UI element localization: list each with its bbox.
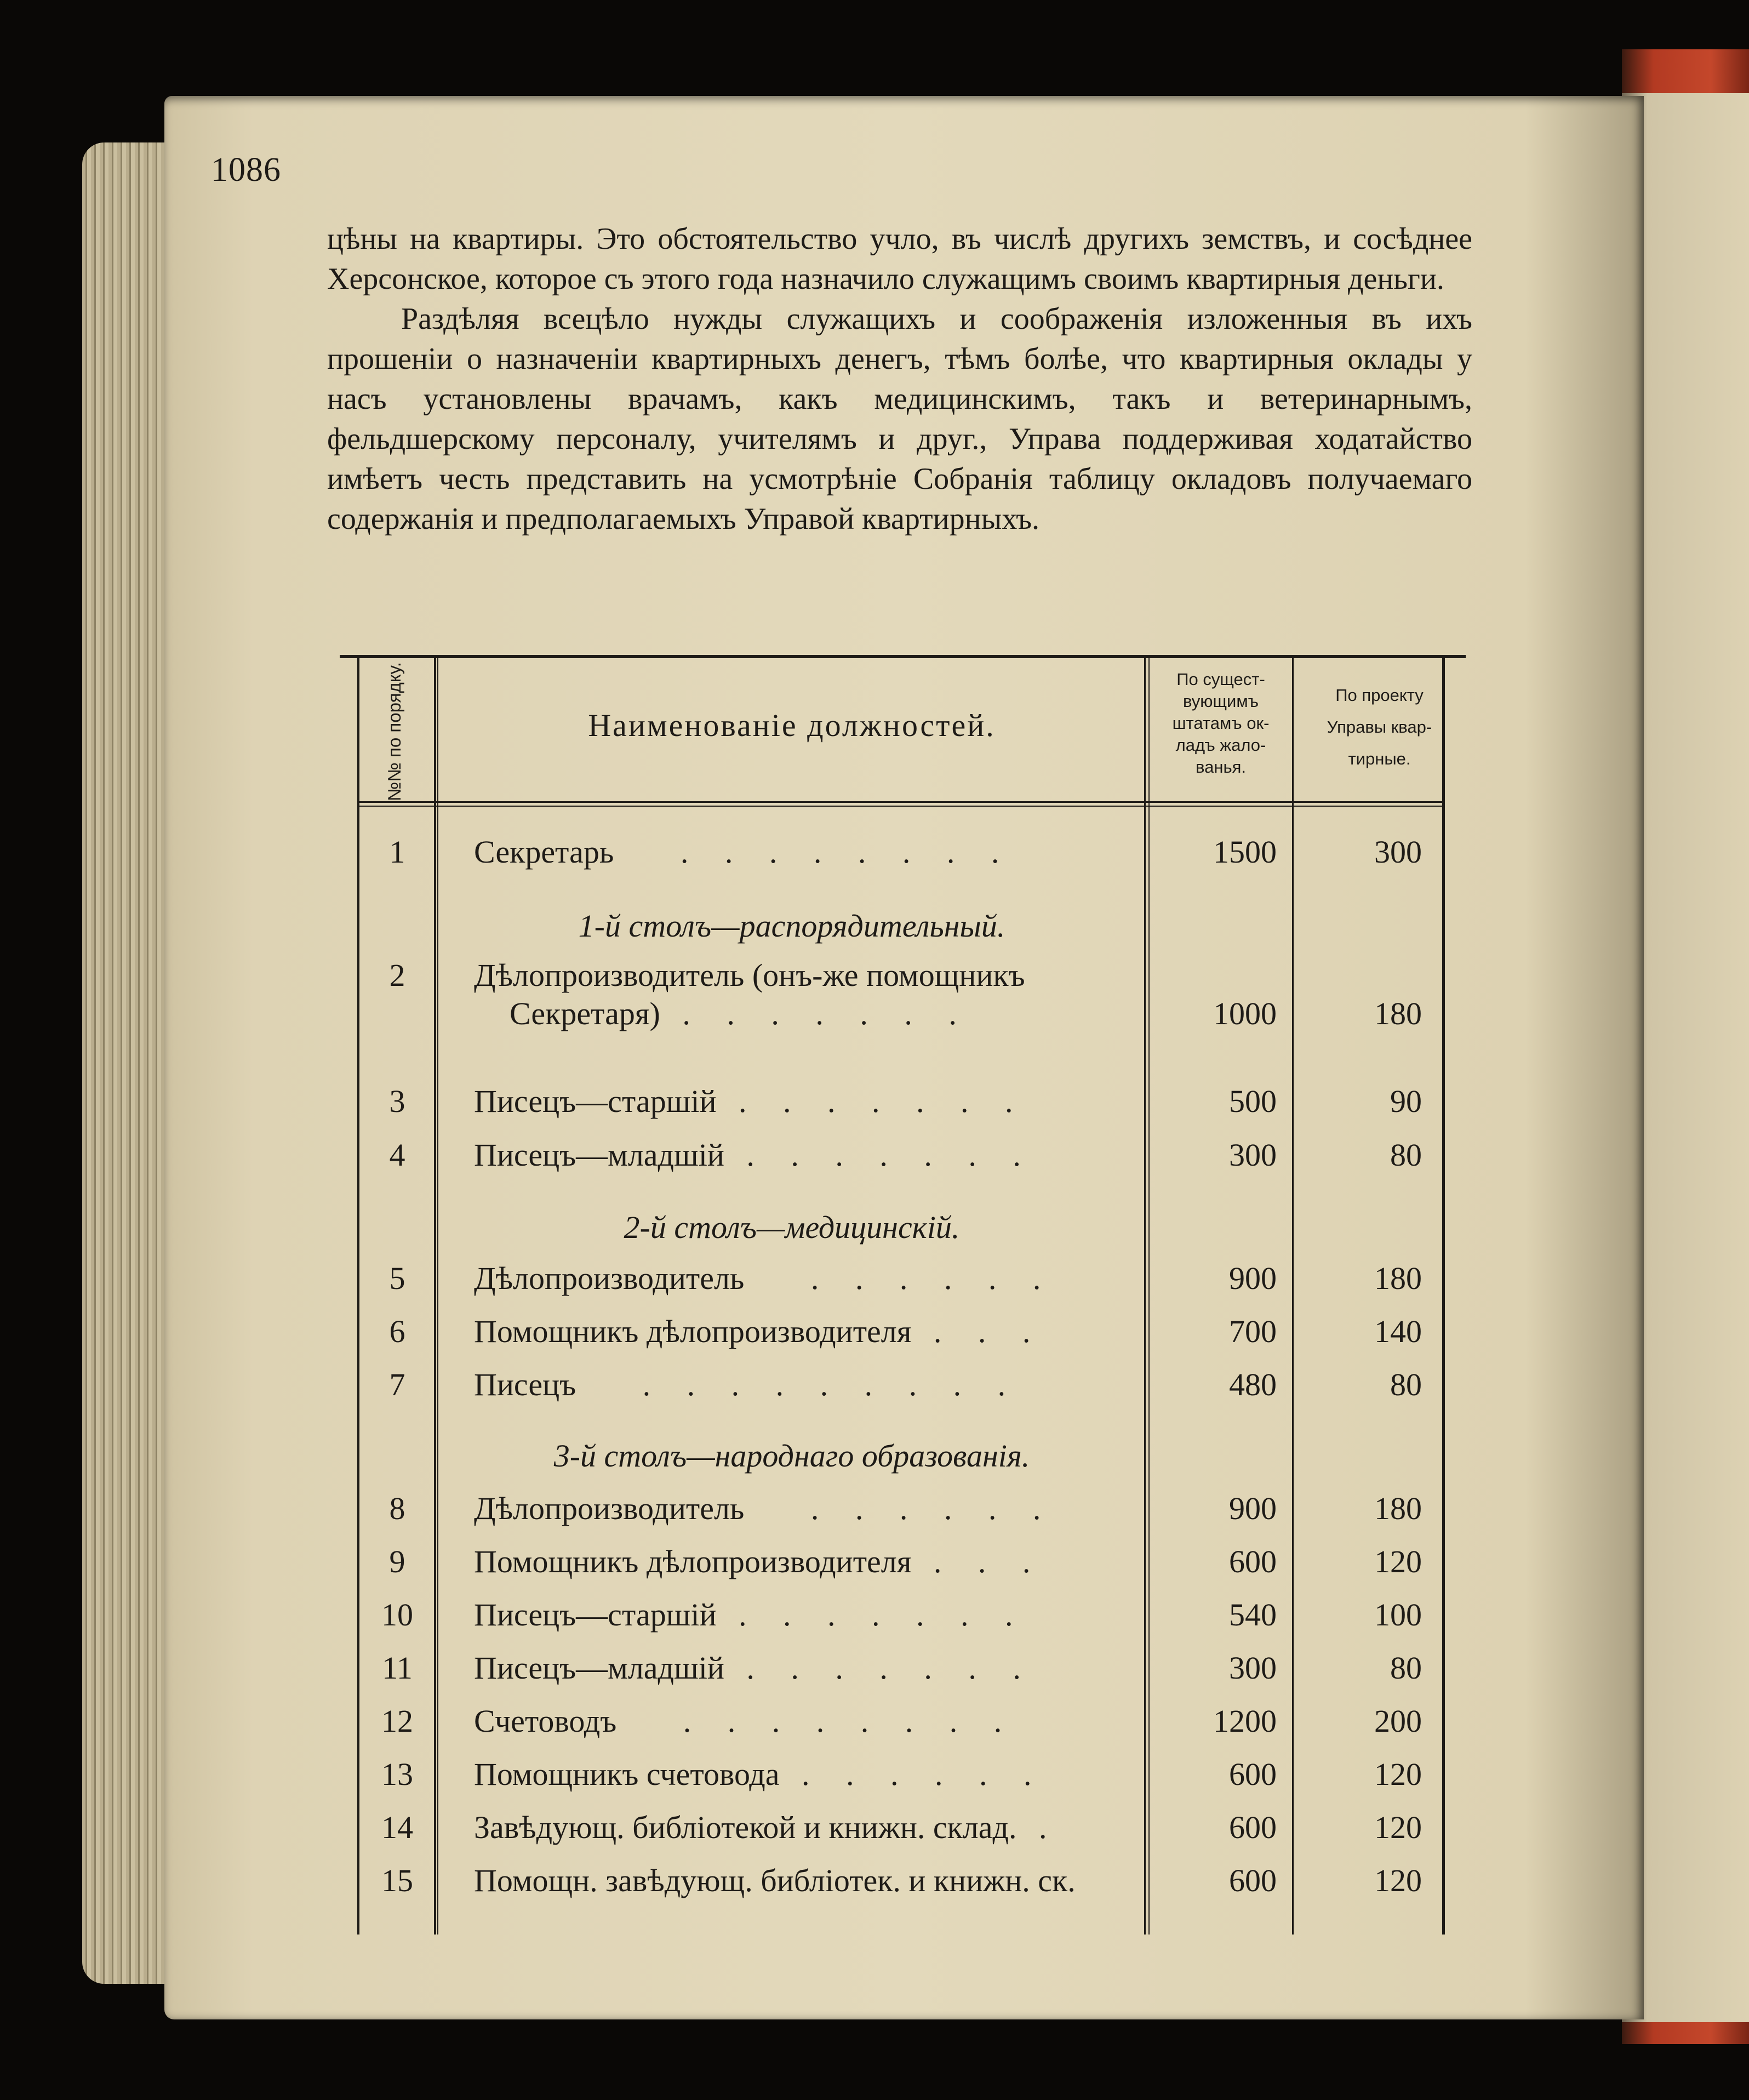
row-salary: 300 [1229,1137,1277,1173]
header-existing-salary: По сущест- вующимъ штатамъ ок- ладъ жало- ванья. [1172,670,1270,777]
row-flat: 80 [1390,1137,1422,1173]
row-salary: 500 [1229,1083,1277,1119]
row-name: Писецъ—старшій . . . . . . . [474,1083,1027,1119]
row-salary: 900 [1229,1260,1277,1296]
row-name: Помощникъ дѣлопроизводителя . . . [474,1544,1045,1579]
row-salary: 1500 [1213,834,1277,870]
row-flat: 180 [1374,1491,1422,1526]
row-name: Помощн. завѣдующ. библіотек. и книжн. ск. [474,1863,1076,1898]
row-num: 12 [381,1703,413,1739]
section-title: 2-й столъ—медицинскій. [624,1209,960,1245]
row-name: Помощникъ счетовода . . . . . . [474,1756,1046,1792]
row-name: Помощникъ дѣлопроизводителя . . . [474,1314,1045,1349]
row-flat: 90 [1390,1083,1422,1119]
header-num: №№ по порядку. [384,662,404,801]
row-salary: 540 [1229,1597,1277,1633]
row-num: 7 [389,1367,405,1402]
row-num: 4 [389,1137,405,1173]
row-salary: 480 [1229,1367,1277,1402]
row-salary: 1000 [1213,996,1277,1031]
row-salary: 600 [1229,1756,1277,1792]
row-salary: 600 [1229,1810,1277,1845]
row-num: 6 [389,1314,405,1349]
header-name: Наименованіе должностей. [588,707,996,743]
row-num: 14 [381,1810,413,1845]
row-name: Секретарь . . . . . . . . [474,834,1014,870]
row-num: 3 [389,1083,405,1119]
header-project-flat: По проекту Управы квар- тирные. [1327,686,1432,768]
row-salary: 600 [1229,1863,1277,1898]
row-name: Писецъ—младшій . . . . . . . [474,1137,1035,1173]
row-name: Писецъ—старшій . . . . . . . [474,1597,1027,1633]
row-flat: 180 [1374,996,1422,1031]
row-num: 10 [381,1597,413,1633]
paragraph: Раздѣляя всецѣло нужды служащихъ и соображенія изложенныя въ ихъ прошеніи о назначеніи квартирныхъ денегъ, тѣмъ болѣе, что квартирныя оклады у насъ установлены врачамъ, какъ медицинскимъ, такъ и ветеринарнымъ, фельдшерскому персоналу, учителямъ и друг., Управа поддерживая ходатайство имѣетъ честь представить на усмотрѣніе Собранія таблицу окладовъ получаемаго содержанія и предполагаемыхъ Управой квартирныхъ. [327,302,1472,536]
row-num: 13 [381,1756,413,1792]
row-salary: 300 [1229,1650,1277,1686]
section-title: 3-й столъ—народнаго образованія. [553,1438,1030,1474]
row-name: Писецъ—младшій . . . . . . . [474,1650,1035,1686]
row-name: Дѣлопроизводитель . . . . . . [474,1491,1055,1526]
row-salary: 900 [1229,1491,1277,1526]
page-number: 1086 [211,151,281,189]
row-salary: 700 [1229,1314,1277,1349]
paragraph: цѣны на квартиры. Это обстоятельство учло, въ числѣ другихъ земствъ, и сосѣднее Херсонское, которое съ этого года назначило служащимъ своимъ квартирныя деньги. [327,222,1472,296]
section-title: 1-й столъ—распорядительный. [578,908,1005,944]
row-flat: 120 [1374,1810,1422,1845]
row-name: Дѣлопроизводитель (онъ-же помощникъ [474,957,1025,993]
row-flat: 140 [1374,1314,1422,1349]
row-num: 11 [382,1650,413,1686]
row-name-cont: Секретаря) . . . . . . . [510,996,971,1031]
row-flat: 300 [1374,834,1422,870]
row-name: Писецъ . . . . . . . . . [474,1367,1020,1402]
row-flat: 100 [1374,1597,1422,1633]
row-flat: 120 [1374,1756,1422,1792]
row-name: Счетоводъ . . . . . . . . [474,1703,1016,1739]
row-flat: 120 [1374,1863,1422,1898]
row-num: 15 [381,1863,413,1898]
row-num: 2 [389,957,405,993]
row-flat: 180 [1374,1260,1422,1296]
row-num: 8 [389,1491,405,1526]
row-num: 5 [389,1260,405,1296]
row-flat: 200 [1374,1703,1422,1739]
row-name: Дѣлопроизводитель . . . . . . [474,1260,1055,1296]
row-salary: 600 [1229,1544,1277,1579]
row-flat: 120 [1374,1544,1422,1579]
row-salary: 1200 [1213,1703,1277,1739]
row-num: 9 [389,1544,405,1579]
row-name: Завѣдующ. библіотекой и книжн. склад. . [474,1810,1061,1845]
row-num: 1 [389,834,405,870]
row-flat: 80 [1390,1650,1422,1686]
row-flat: 80 [1390,1367,1422,1402]
